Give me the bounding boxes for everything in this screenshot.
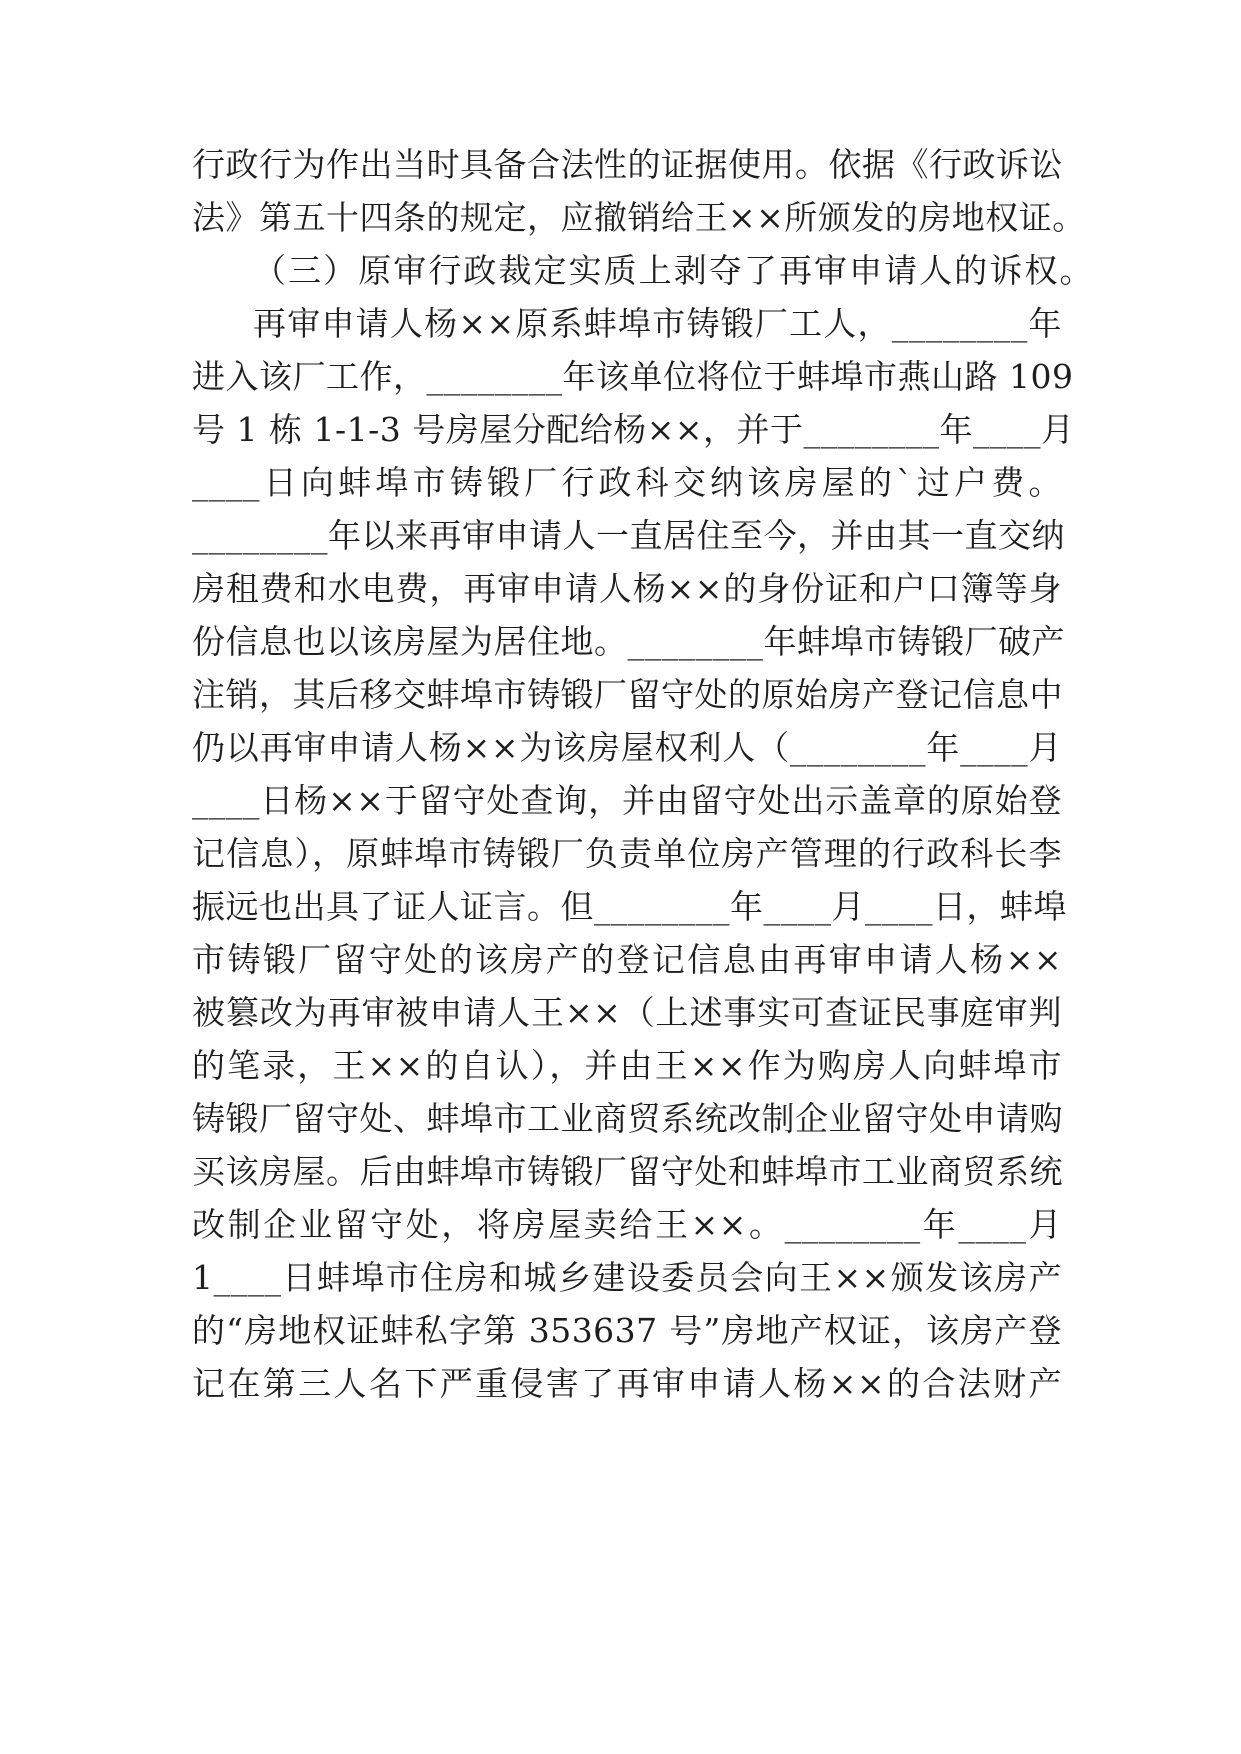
paragraph-first-line: 再审申请人杨××原系蚌埠市铸锻厂工人，________年: [253, 304, 1062, 343]
text-line: 仍以再审申请人杨××为该房屋权利人（________年____月: [192, 728, 1062, 767]
text-line: ____日杨××于留守处查询，并由留守处出示盖章的原始登: [192, 781, 1062, 820]
text-line: 市铸锻厂留守处的该房产的登记信息由再审申请人杨××: [192, 940, 1062, 979]
text-line: 改制企业留守处，将房屋卖给王××。________年____月: [192, 1205, 1062, 1244]
text-line: 份信息也以该房屋为居住地。________年蚌埠市铸锻厂破产: [192, 622, 1065, 661]
text-line: ________年以来再审申请人一直居住至今，并由其一直交纳: [192, 516, 1065, 555]
text-line: 的“房地权证蚌私字第 353637 号”房地产权证，该房产登: [192, 1311, 1062, 1350]
text-line: 1____日蚌埠市住房和城乡建设委员会向王××颁发该房产: [192, 1258, 1062, 1297]
text-line: 振远也出具了证人证言。但________年____月____日，蚌埠: [192, 887, 1067, 926]
text-line: 的笔录，王××的自认），并由王××作为购房人向蚌埠市: [192, 1046, 1062, 1085]
text-line: ____日向蚌埠市铸锻厂行政科交纳该房屋的`过户费。: [192, 463, 1062, 502]
text-line: 记在第三人名下严重侵害了再审申请人杨××的合法财产: [192, 1364, 1062, 1403]
text-line: 被篡改为再审被申请人王××（上述事实可查证民事庭审判: [192, 993, 1062, 1032]
text-line: 记信息），原蚌埠市铸锻厂负责单位房产管理的行政科长李: [192, 834, 1062, 873]
text-line: 法》第五十四条的规定，应撤销给王××所颁发的房地权证。: [192, 198, 1086, 237]
text-line: 买该房屋。后由蚌埠市铸锻厂留守处和蚌埠市工业商贸系统: [192, 1152, 1063, 1191]
text-line: 铸锻厂留守处、蚌埠市工业商贸系统改制企业留守处申请购: [192, 1099, 1063, 1138]
text-line: 注销，其后移交蚌埠市铸锻厂留守处的原始房产登记信息中: [192, 675, 1063, 714]
section-heading: （三）原审行政裁定实质上剥夺了再审申请人的诉权。: [253, 251, 1093, 290]
text-line: 行政行为作出当时具备合法性的证据使用。依据《行政诉讼: [192, 145, 1063, 184]
text-line: 号 1 栋 1-1-3 号房屋分配给杨××，并于________年____月: [192, 410, 1075, 449]
text-line: 进入该厂工作，________年该单位将位于蚌埠市燕山路 109: [192, 357, 1074, 396]
text-line: 房租费和水电费，再审申请人杨××的身份证和户口簿等身: [192, 569, 1062, 608]
